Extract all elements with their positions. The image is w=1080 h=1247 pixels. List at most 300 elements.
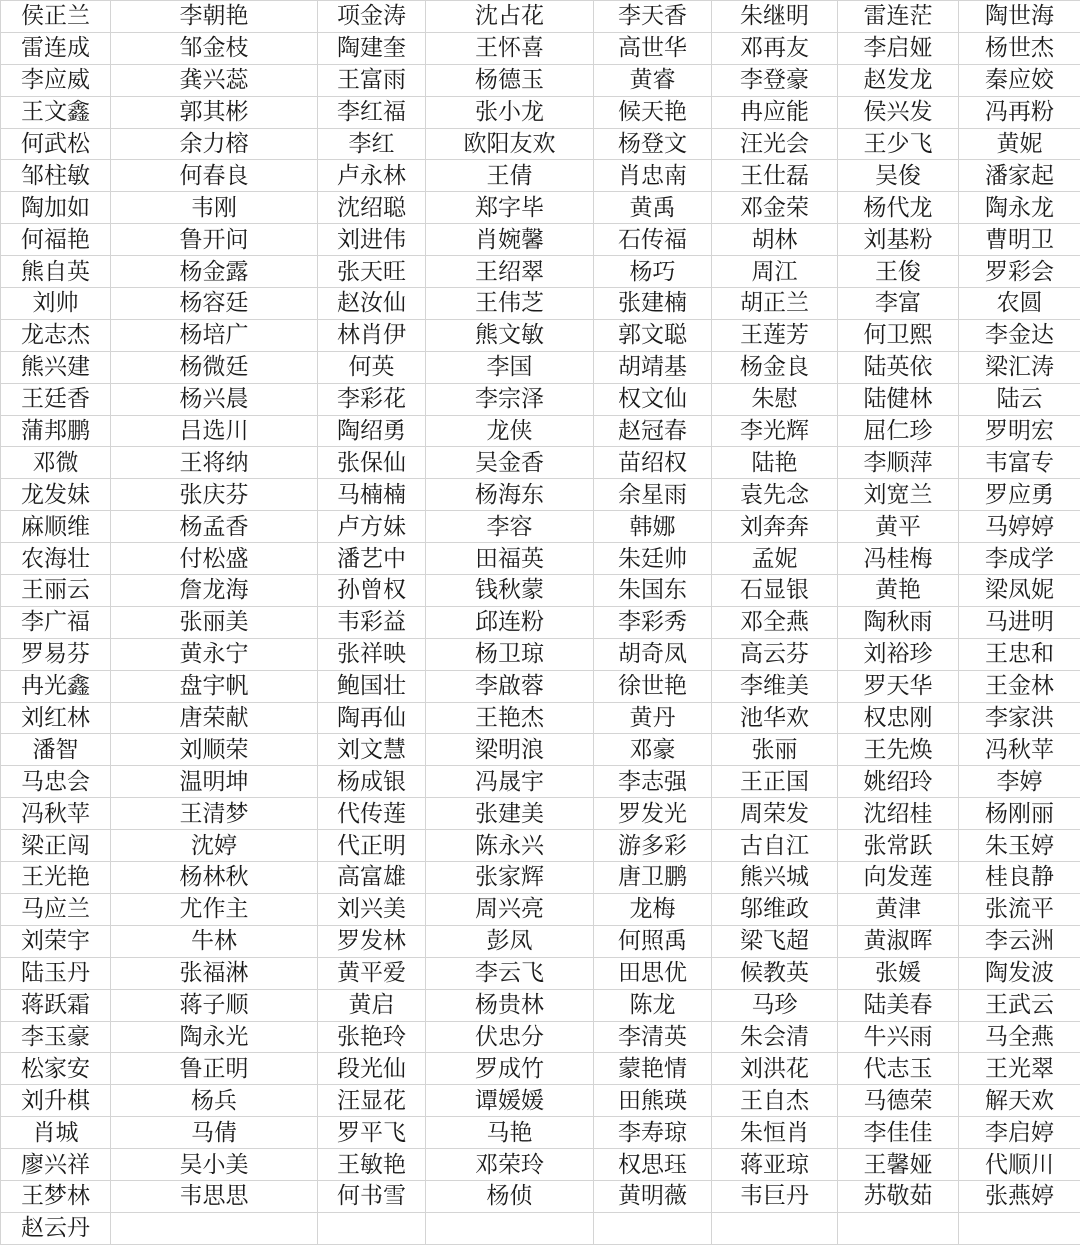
name-cell[interactable]: 李成学 [959,543,1080,575]
name-cell[interactable]: 王清梦 [111,798,318,830]
name-cell[interactable]: 权文仙 [594,383,712,415]
name-cell[interactable]: 赵汝仙 [318,288,426,320]
name-cell[interactable]: 雷连成 [1,32,111,64]
name-cell[interactable]: 王忠和 [959,638,1080,670]
name-cell[interactable]: 李寿琼 [594,1117,712,1149]
name-cell[interactable]: 沈绍聪 [318,192,426,224]
name-cell[interactable]: 张常跃 [838,830,959,862]
name-cell[interactable]: 陶秋雨 [838,606,959,638]
name-cell[interactable]: 龙侠 [426,415,594,447]
name-cell[interactable]: 刘奔奔 [712,511,838,543]
name-cell[interactable]: 游多彩 [594,830,712,862]
name-cell[interactable]: 朱会清 [712,1021,838,1053]
name-cell[interactable]: 林肖伊 [318,319,426,351]
name-cell[interactable]: 盘宇帆 [111,670,318,702]
name-cell[interactable]: 卢方妹 [318,511,426,543]
name-cell[interactable]: 王先焕 [838,734,959,766]
name-cell[interactable]: 秦应姣 [959,64,1080,96]
name-cell[interactable]: 冉光鑫 [1,670,111,702]
name-cell[interactable]: 熊文敏 [426,319,594,351]
name-cell[interactable]: 邓荣玲 [426,1149,594,1181]
name-cell[interactable]: 杨林秋 [111,862,318,894]
name-cell[interactable]: 马进明 [959,606,1080,638]
name-cell[interactable]: 肖忠南 [594,160,712,192]
name-cell[interactable]: 胡正兰 [712,288,838,320]
name-cell[interactable]: 赵云丹 [1,1212,111,1244]
name-cell[interactable]: 雷连茫 [838,1,959,33]
name-cell[interactable]: 杨孟香 [111,511,318,543]
name-cell[interactable]: 鲁正明 [111,1053,318,1085]
name-cell[interactable]: 马应兰 [1,893,111,925]
name-cell[interactable]: 王莲芳 [712,319,838,351]
name-cell[interactable]: 刘宽兰 [838,479,959,511]
name-cell[interactable]: 朱国东 [594,575,712,607]
name-cell[interactable]: 袁先念 [712,479,838,511]
name-cell[interactable]: 刘红林 [1,702,111,734]
name-cell[interactable]: 代正明 [318,830,426,862]
name-cell[interactable]: 马婷婷 [959,511,1080,543]
name-cell[interactable]: 杨代龙 [838,192,959,224]
name-cell[interactable]: 马倩 [111,1117,318,1149]
name-cell[interactable]: 黄启 [318,989,426,1021]
name-cell[interactable]: 杨兵 [111,1085,318,1117]
name-cell[interactable]: 李顺萍 [838,447,959,479]
name-cell[interactable]: 农圆 [959,288,1080,320]
name-cell[interactable]: 杨侦 [426,1180,594,1212]
name-cell[interactable]: 姚绍玲 [838,766,959,798]
name-cell[interactable]: 陶建奎 [318,32,426,64]
name-cell[interactable]: 潘艺中 [318,543,426,575]
name-cell[interactable]: 杨世杰 [959,32,1080,64]
name-cell[interactable]: 杨微廷 [111,351,318,383]
name-cell[interactable]: 刘帅 [1,288,111,320]
name-cell[interactable]: 刘基粉 [838,224,959,256]
name-cell[interactable]: 韩娜 [594,511,712,543]
name-cell[interactable]: 王富雨 [318,64,426,96]
name-cell[interactable]: 吴小美 [111,1149,318,1181]
name-cell[interactable]: 李红福 [318,96,426,128]
name-cell[interactable]: 石显银 [712,575,838,607]
name-cell[interactable]: 高富雄 [318,862,426,894]
name-cell[interactable]: 朱廷帅 [594,543,712,575]
name-cell[interactable]: 冯晟宇 [426,766,594,798]
name-cell[interactable]: 马全燕 [959,1021,1080,1053]
name-cell[interactable]: 何福艳 [1,224,111,256]
name-cell[interactable]: 王敏艳 [318,1149,426,1181]
name-cell[interactable]: 李云洲 [959,925,1080,957]
empty-cell[interactable] [959,1212,1080,1244]
name-cell[interactable]: 屈仁珍 [838,415,959,447]
name-cell[interactable]: 韦巨丹 [712,1180,838,1212]
name-cell[interactable]: 梁凤妮 [959,575,1080,607]
name-cell[interactable]: 尤作主 [111,893,318,925]
name-cell[interactable]: 赵发龙 [838,64,959,96]
name-cell[interactable]: 黄艳 [838,575,959,607]
name-cell[interactable]: 苏敬茹 [838,1180,959,1212]
name-cell[interactable]: 李应威 [1,64,111,96]
name-cell[interactable]: 罗平飞 [318,1117,426,1149]
name-cell[interactable]: 韦思思 [111,1180,318,1212]
name-cell[interactable]: 王将纳 [111,447,318,479]
name-cell[interactable]: 李玉豪 [1,1021,111,1053]
name-cell[interactable]: 鲍国壮 [318,670,426,702]
name-cell[interactable]: 王俊 [838,256,959,288]
name-cell[interactable]: 刘裕珍 [838,638,959,670]
name-cell[interactable]: 沈占花 [426,1,594,33]
name-cell[interactable]: 冯秋苹 [959,734,1080,766]
name-cell[interactable]: 杨成银 [318,766,426,798]
name-cell[interactable]: 罗应勇 [959,479,1080,511]
name-cell[interactable]: 代顺川 [959,1149,1080,1181]
name-cell[interactable]: 龙志杰 [1,319,111,351]
name-cell[interactable]: 王艳杰 [426,702,594,734]
name-cell[interactable]: 向发莲 [838,862,959,894]
name-cell[interactable]: 朱玉婷 [959,830,1080,862]
name-cell[interactable]: 邹柱敏 [1,160,111,192]
name-cell[interactable]: 黄永宁 [111,638,318,670]
name-cell[interactable]: 李容 [426,511,594,543]
name-cell[interactable]: 王丽云 [1,575,111,607]
name-cell[interactable]: 汪显花 [318,1085,426,1117]
name-cell[interactable]: 黄丹 [594,702,712,734]
empty-cell[interactable] [318,1212,426,1244]
name-cell[interactable]: 冯再粉 [959,96,1080,128]
name-cell[interactable]: 郭其彬 [111,96,318,128]
name-cell[interactable]: 余星雨 [594,479,712,511]
name-cell[interactable]: 刘兴美 [318,893,426,925]
name-cell[interactable]: 刘顺荣 [111,734,318,766]
name-cell[interactable]: 韦刚 [111,192,318,224]
name-cell[interactable]: 牛兴雨 [838,1021,959,1053]
name-cell[interactable]: 李彩花 [318,383,426,415]
name-cell[interactable]: 刘文慧 [318,734,426,766]
name-cell[interactable]: 田熊瑛 [594,1085,712,1117]
name-cell[interactable]: 卢永林 [318,160,426,192]
name-cell[interactable]: 李啟蓉 [426,670,594,702]
name-cell[interactable]: 鲁开问 [111,224,318,256]
name-cell[interactable]: 杨刚丽 [959,798,1080,830]
name-cell[interactable]: 彭凤 [426,925,594,957]
name-cell[interactable]: 王光翠 [959,1053,1080,1085]
name-cell[interactable]: 王少飞 [838,128,959,160]
name-cell[interactable]: 黄明薇 [594,1180,712,1212]
name-cell[interactable]: 罗易芬 [1,638,111,670]
name-cell[interactable]: 张建美 [426,798,594,830]
name-cell[interactable]: 黄妮 [959,128,1080,160]
name-cell[interactable]: 廖兴祥 [1,1149,111,1181]
name-cell[interactable]: 付松盛 [111,543,318,575]
name-cell[interactable]: 池华欢 [712,702,838,734]
name-cell[interactable]: 杨海东 [426,479,594,511]
name-cell[interactable]: 王武云 [959,989,1080,1021]
name-cell[interactable]: 解天欢 [959,1085,1080,1117]
name-cell[interactable]: 黄津 [838,893,959,925]
name-cell[interactable]: 蒋亚琼 [712,1149,838,1181]
name-cell[interactable]: 李婷 [959,766,1080,798]
name-cell[interactable]: 伏忠分 [426,1021,594,1053]
name-cell[interactable]: 田福英 [426,543,594,575]
name-cell[interactable]: 何春良 [111,160,318,192]
name-cell[interactable]: 谭媛媛 [426,1085,594,1117]
name-cell[interactable]: 胡奇凤 [594,638,712,670]
name-cell[interactable]: 徐世艳 [594,670,712,702]
name-cell[interactable]: 项金涛 [318,1,426,33]
name-cell[interactable]: 陶再仙 [318,702,426,734]
name-cell[interactable]: 张小龙 [426,96,594,128]
name-cell[interactable]: 田思优 [594,957,712,989]
name-cell[interactable]: 邓金荣 [712,192,838,224]
name-cell[interactable]: 何英 [318,351,426,383]
name-cell[interactable]: 杨培广 [111,319,318,351]
name-cell[interactable]: 陆艳 [712,447,838,479]
name-cell[interactable]: 代志玉 [838,1053,959,1085]
name-cell[interactable]: 马艳 [426,1117,594,1149]
name-cell[interactable]: 李朝艳 [111,1,318,33]
name-cell[interactable]: 郭文聪 [594,319,712,351]
name-cell[interactable]: 松家安 [1,1053,111,1085]
name-cell[interactable]: 冯秋苹 [1,798,111,830]
name-cell[interactable]: 王仕磊 [712,160,838,192]
name-cell[interactable]: 邓全燕 [712,606,838,638]
name-cell[interactable]: 陈龙 [594,989,712,1021]
name-cell[interactable]: 潘智 [1,734,111,766]
name-cell[interactable]: 刘荣宇 [1,925,111,957]
empty-cell[interactable] [838,1212,959,1244]
empty-cell[interactable] [426,1212,594,1244]
name-cell[interactable]: 吴俊 [838,160,959,192]
name-cell[interactable]: 罗彩会 [959,256,1080,288]
name-cell[interactable]: 候天艳 [594,96,712,128]
name-cell[interactable]: 张祥映 [318,638,426,670]
name-cell[interactable]: 杨登文 [594,128,712,160]
name-cell[interactable]: 陶绍勇 [318,415,426,447]
name-cell[interactable]: 梁明浪 [426,734,594,766]
name-cell[interactable]: 龙发妹 [1,479,111,511]
name-cell[interactable]: 罗发林 [318,925,426,957]
name-cell[interactable]: 权忠刚 [838,702,959,734]
name-cell[interactable]: 汪光会 [712,128,838,160]
name-cell[interactable]: 黄平爱 [318,957,426,989]
name-cell[interactable]: 权思珏 [594,1149,712,1181]
name-cell[interactable]: 孟妮 [712,543,838,575]
name-cell[interactable]: 张燕婷 [959,1180,1080,1212]
name-cell[interactable]: 李广福 [1,606,111,638]
name-cell[interactable]: 朱继明 [712,1,838,33]
name-cell[interactable]: 李志强 [594,766,712,798]
name-cell[interactable]: 罗成竹 [426,1053,594,1085]
name-cell[interactable]: 唐荣献 [111,702,318,734]
name-cell[interactable]: 张福淋 [111,957,318,989]
name-cell[interactable]: 王伟芝 [426,288,594,320]
name-cell[interactable]: 马忠会 [1,766,111,798]
name-cell[interactable]: 张丽美 [111,606,318,638]
name-cell[interactable]: 高世华 [594,32,712,64]
name-cell[interactable]: 陆云 [959,383,1080,415]
name-cell[interactable]: 李天香 [594,1,712,33]
name-cell[interactable]: 陈永兴 [426,830,594,862]
name-cell[interactable]: 杨金露 [111,256,318,288]
name-cell[interactable]: 王自杰 [712,1085,838,1117]
name-cell[interactable]: 陶永光 [111,1021,318,1053]
name-cell[interactable]: 杨兴晨 [111,383,318,415]
name-cell[interactable]: 黄淑晖 [838,925,959,957]
name-cell[interactable]: 陶永龙 [959,192,1080,224]
name-cell[interactable]: 陆英依 [838,351,959,383]
name-cell[interactable]: 赵冠春 [594,415,712,447]
name-cell[interactable]: 王光艳 [1,862,111,894]
name-cell[interactable]: 唐卫鹏 [594,862,712,894]
name-cell[interactable]: 邓再友 [712,32,838,64]
name-cell[interactable]: 陶发波 [959,957,1080,989]
name-cell[interactable]: 侯兴发 [838,96,959,128]
name-cell[interactable]: 朱恒肖 [712,1117,838,1149]
name-cell[interactable]: 温明坤 [111,766,318,798]
name-cell[interactable]: 李金达 [959,319,1080,351]
name-cell[interactable]: 沈婷 [111,830,318,862]
name-cell[interactable]: 黄禹 [594,192,712,224]
name-cell[interactable]: 李维美 [712,670,838,702]
name-cell[interactable]: 刘进伟 [318,224,426,256]
name-cell[interactable]: 何卫熙 [838,319,959,351]
name-cell[interactable]: 余力榕 [111,128,318,160]
name-cell[interactable]: 龚兴蕊 [111,64,318,96]
name-cell[interactable]: 蒙艳情 [594,1053,712,1085]
name-cell[interactable]: 梁正闯 [1,830,111,862]
name-cell[interactable]: 张建楠 [594,288,712,320]
name-cell[interactable]: 黄平 [838,511,959,543]
empty-cell[interactable] [594,1212,712,1244]
name-cell[interactable]: 蒲邦鹏 [1,415,111,447]
name-cell[interactable]: 李清英 [594,1021,712,1053]
name-cell[interactable]: 陆美春 [838,989,959,1021]
name-cell[interactable]: 李光辉 [712,415,838,447]
name-cell[interactable]: 冉应能 [712,96,838,128]
name-cell[interactable]: 李国 [426,351,594,383]
name-cell[interactable]: 邓微 [1,447,111,479]
name-cell[interactable]: 苗绍权 [594,447,712,479]
name-cell[interactable]: 候教英 [712,957,838,989]
name-cell[interactable]: 杨德玉 [426,64,594,96]
name-cell[interactable]: 马德荣 [838,1085,959,1117]
name-cell[interactable]: 王廷香 [1,383,111,415]
name-cell[interactable]: 曹明卫 [959,224,1080,256]
name-cell[interactable]: 周江 [712,256,838,288]
name-cell[interactable]: 钱秋蒙 [426,575,594,607]
name-cell[interactable]: 梁汇涛 [959,351,1080,383]
name-cell[interactable]: 胡靖基 [594,351,712,383]
name-cell[interactable]: 王绍翠 [426,256,594,288]
name-cell[interactable]: 邹金枝 [111,32,318,64]
name-cell[interactable]: 王金林 [959,670,1080,702]
name-cell[interactable]: 高云芬 [712,638,838,670]
name-cell[interactable]: 陶加如 [1,192,111,224]
name-cell[interactable]: 李启婷 [959,1117,1080,1149]
name-cell[interactable]: 李佳佳 [838,1117,959,1149]
name-cell[interactable]: 郑字毕 [426,192,594,224]
name-cell[interactable]: 代传莲 [318,798,426,830]
name-cell[interactable]: 罗发光 [594,798,712,830]
name-cell[interactable]: 韦彩益 [318,606,426,638]
name-cell[interactable]: 桂良静 [959,862,1080,894]
name-cell[interactable]: 冯桂梅 [838,543,959,575]
name-cell[interactable]: 杨容廷 [111,288,318,320]
name-cell[interactable]: 李富 [838,288,959,320]
name-cell[interactable]: 何武松 [1,128,111,160]
name-cell[interactable]: 邱连粉 [426,606,594,638]
name-cell[interactable]: 蒋跃霜 [1,989,111,1021]
name-cell[interactable]: 邬维政 [712,893,838,925]
name-cell[interactable]: 张流平 [959,893,1080,925]
name-cell[interactable]: 肖城 [1,1117,111,1149]
name-cell[interactable]: 肖婉馨 [426,224,594,256]
name-cell[interactable]: 麻顺维 [1,511,111,543]
name-cell[interactable]: 张艳玲 [318,1021,426,1053]
name-cell[interactable]: 周荣发 [712,798,838,830]
name-cell[interactable]: 李宗泽 [426,383,594,415]
empty-cell[interactable] [712,1212,838,1244]
name-cell[interactable]: 李登豪 [712,64,838,96]
name-cell[interactable]: 杨贵林 [426,989,594,1021]
name-cell[interactable]: 潘家起 [959,160,1080,192]
name-cell[interactable]: 陆健林 [838,383,959,415]
name-cell[interactable]: 张保仙 [318,447,426,479]
name-cell[interactable]: 吕选川 [111,415,318,447]
name-cell[interactable]: 牛林 [111,925,318,957]
name-cell[interactable]: 罗明宏 [959,415,1080,447]
name-cell[interactable]: 黄睿 [594,64,712,96]
name-cell[interactable]: 詹龙海 [111,575,318,607]
name-cell[interactable]: 马珍 [712,989,838,1021]
name-cell[interactable]: 张庆芬 [111,479,318,511]
name-cell[interactable]: 欧阳友欢 [426,128,594,160]
name-cell[interactable]: 农海壮 [1,543,111,575]
name-cell[interactable]: 杨巧 [594,256,712,288]
name-cell[interactable]: 吴金香 [426,447,594,479]
name-cell[interactable]: 石传福 [594,224,712,256]
name-cell[interactable]: 李彩秀 [594,606,712,638]
name-cell[interactable]: 朱慰 [712,383,838,415]
name-cell[interactable]: 邓豪 [594,734,712,766]
name-cell[interactable]: 王倩 [426,160,594,192]
name-cell[interactable]: 何照禹 [594,925,712,957]
name-cell[interactable]: 王梦林 [1,1180,111,1212]
name-cell[interactable]: 陶世海 [959,1,1080,33]
name-cell[interactable]: 古自江 [712,830,838,862]
name-cell[interactable]: 熊兴建 [1,351,111,383]
name-cell[interactable]: 王馨娅 [838,1149,959,1181]
name-cell[interactable]: 刘洪花 [712,1053,838,1085]
name-cell[interactable]: 马楠楠 [318,479,426,511]
name-cell[interactable]: 张丽 [712,734,838,766]
name-cell[interactable]: 张媛 [838,957,959,989]
name-cell[interactable]: 李家洪 [959,702,1080,734]
name-cell[interactable]: 李红 [318,128,426,160]
empty-cell[interactable] [111,1212,318,1244]
name-cell[interactable]: 杨金良 [712,351,838,383]
name-cell[interactable]: 李云飞 [426,957,594,989]
name-cell[interactable]: 沈绍桂 [838,798,959,830]
name-cell[interactable]: 刘升棋 [1,1085,111,1117]
name-cell[interactable]: 罗天华 [838,670,959,702]
name-cell[interactable]: 周兴亮 [426,893,594,925]
name-cell[interactable]: 王怀喜 [426,32,594,64]
name-cell[interactable]: 张天旺 [318,256,426,288]
name-cell[interactable]: 王正国 [712,766,838,798]
name-cell[interactable]: 李启娅 [838,32,959,64]
name-cell[interactable]: 侯正兰 [1,1,111,33]
name-cell[interactable]: 龙梅 [594,893,712,925]
name-cell[interactable]: 杨卫琼 [426,638,594,670]
